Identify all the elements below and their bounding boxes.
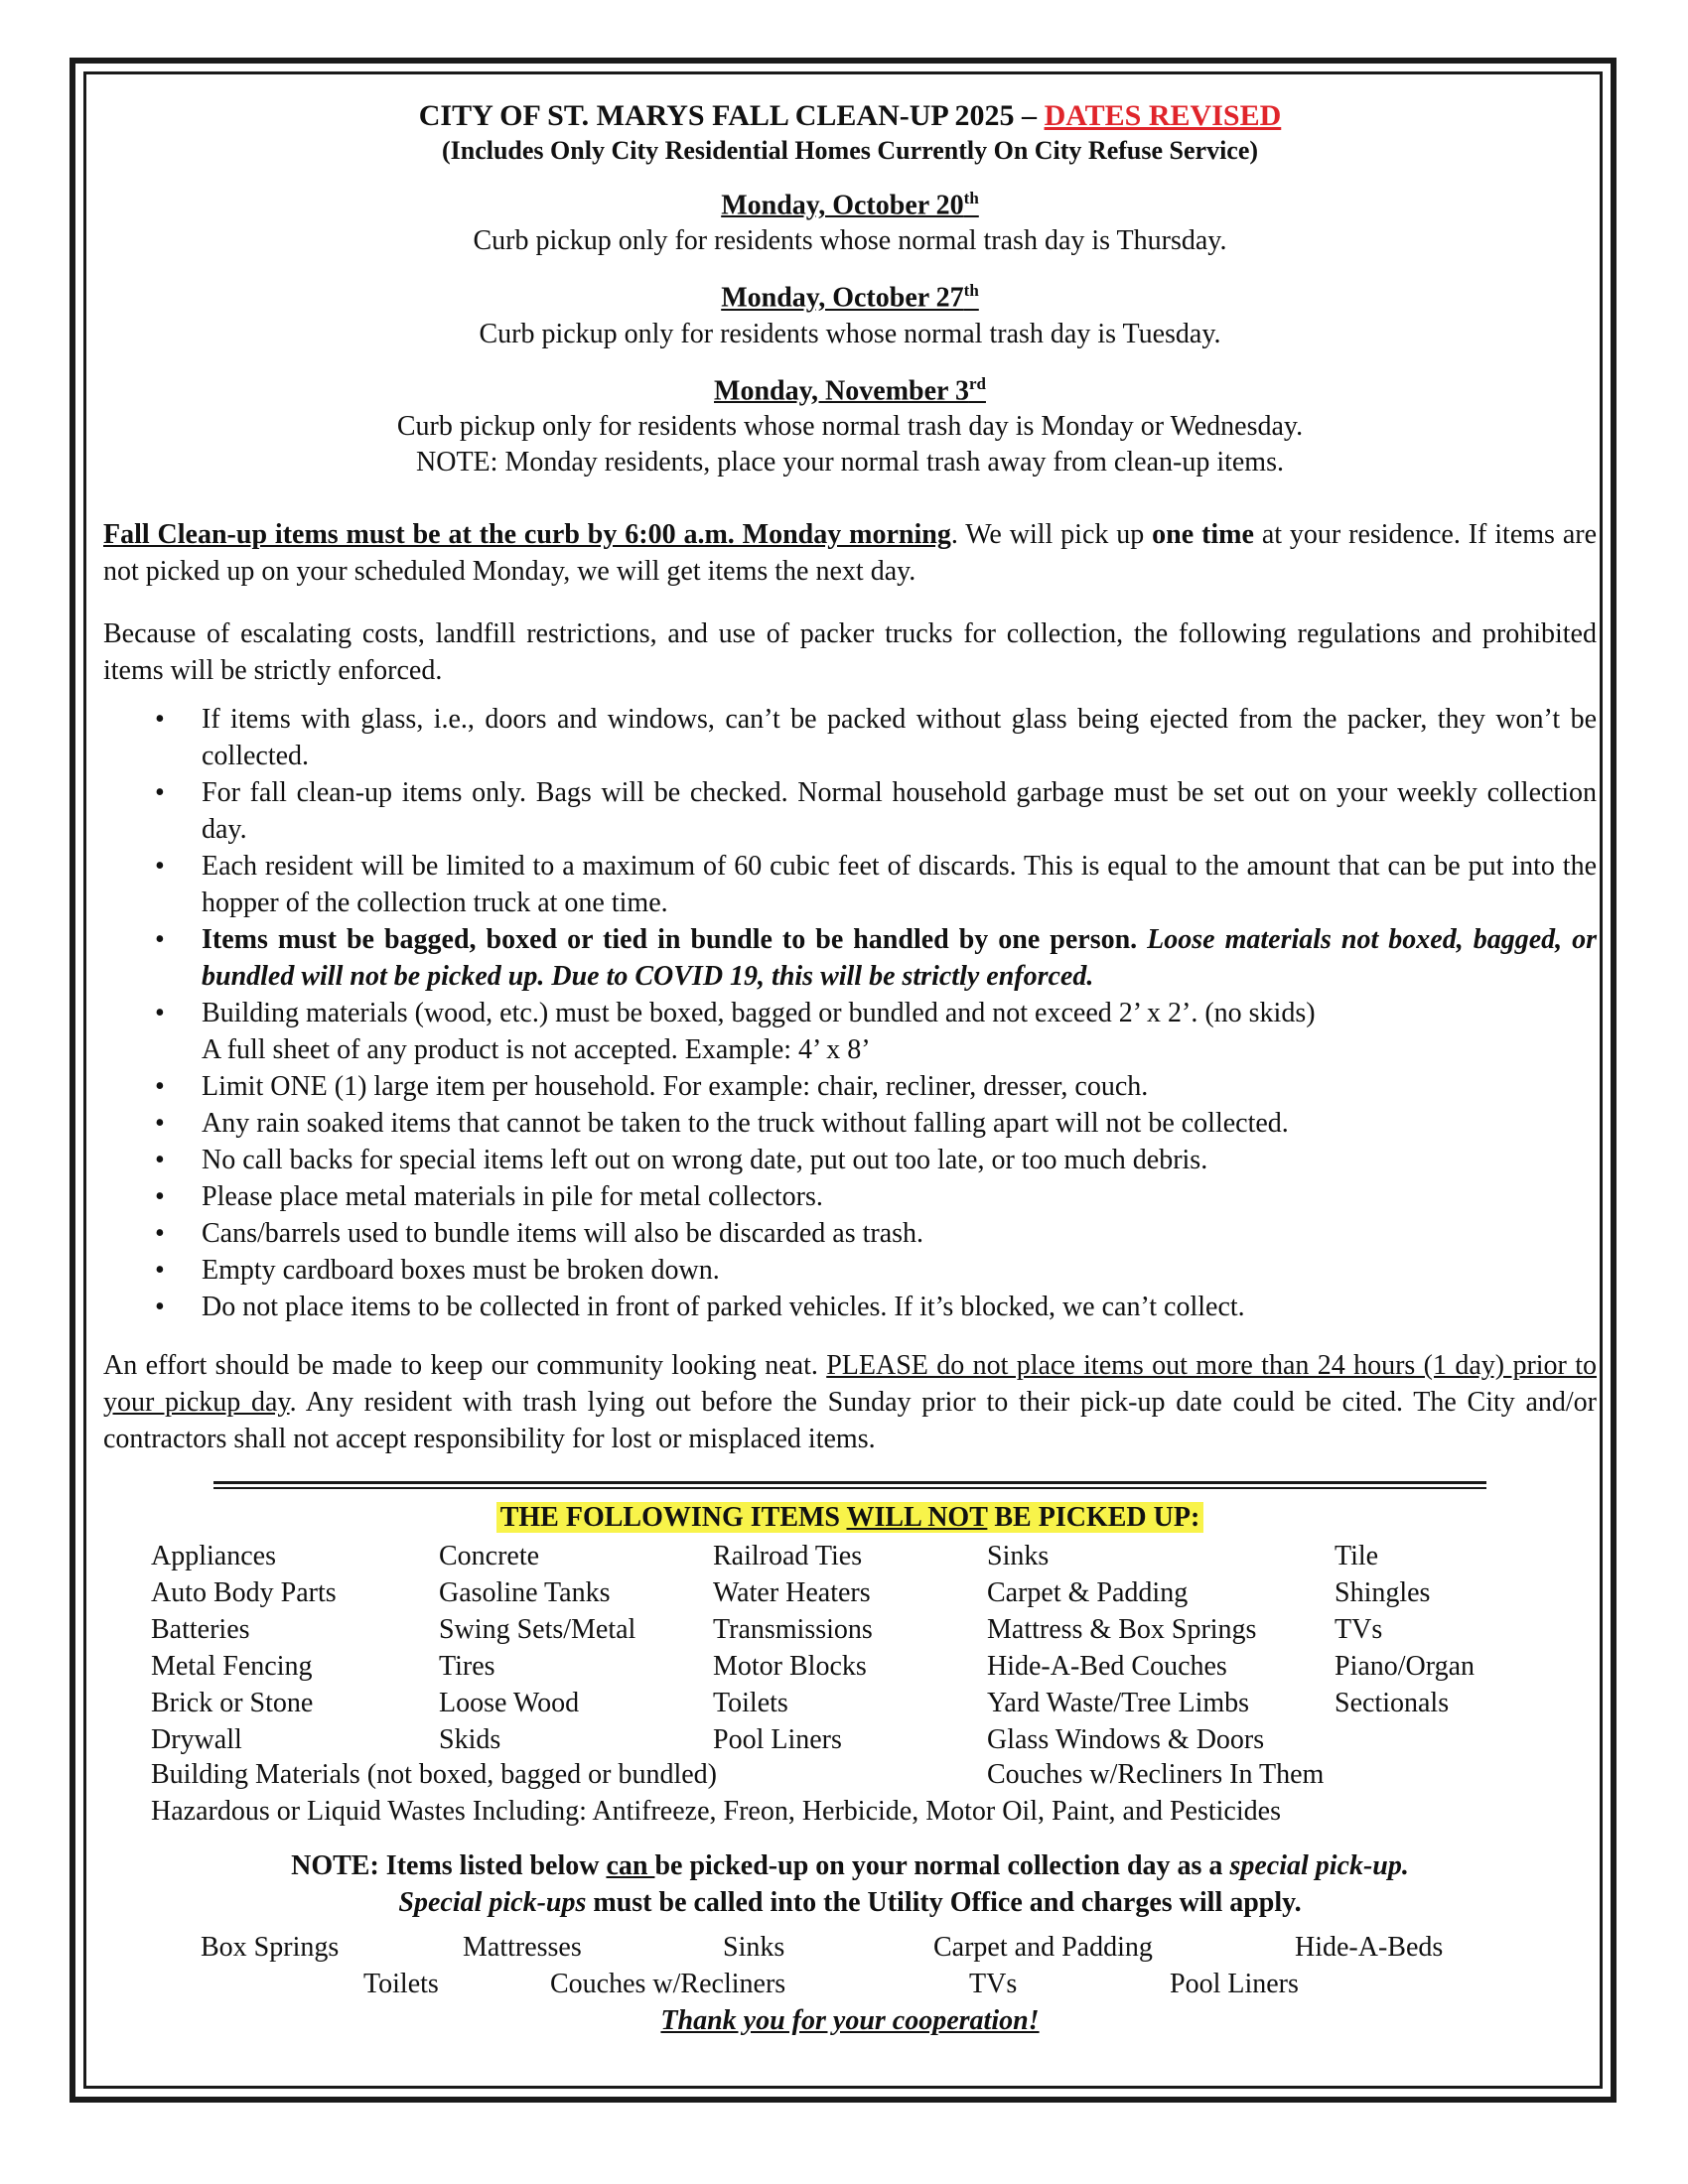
list-item: • Limit ONE (1) large item per household. For example: chair, recliner, dresser, couch. — [202, 1068, 1597, 1105]
date-heading-1: Monday, October 20th — [721, 189, 979, 221]
list-item: Toilets — [363, 1968, 439, 1999]
flyer-content — [103, 91, 1597, 2039]
list-item: • If items with glass, i.e., doors and windows, can’t be packed without glass being ejected from the packer, they won’t be collected. — [202, 701, 1597, 774]
list-item: Couches w/Recliners — [550, 1968, 786, 1999]
prohibited-items — [103, 1538, 1597, 1756]
title-main: CITY OF ST. MARYS FALL CLEAN-UP 2025 – — [418, 99, 1045, 132]
list-item: Hide-A-Beds — [1295, 1931, 1444, 1963]
list-item: Box Springs — [201, 1931, 340, 1963]
date-line-1: Curb pickup only for residents whose normal trash day is Thursday. — [473, 225, 1227, 257]
prohibited-wide-rows — [103, 1756, 1597, 1830]
special-items — [103, 1929, 1597, 2002]
list-item: • Building materials (wood, etc.) must be boxed, bagged or bundled and not exceed 2’ x 2’. (no skids) A full sheet of any product is not accepted. Example: 4’ x 8’ — [202, 995, 1597, 1068]
list-item: Pool Liners — [1170, 1968, 1299, 1999]
list-item: • Empty cardboard boxes must be broken down. — [202, 1252, 1597, 1289]
date-line-2: Curb pickup only for residents whose normal trash day is Tuesday. — [479, 318, 1221, 349]
special-pickup-note: NOTE: Items listed below can be picked-up on your normal collection day as a special pick-up. Special pick-ups must be called into the Utility Office and charges will apply. — [291, 1849, 1409, 1918]
list-item: • No call backs for special items left out on wrong date, put out too late, or too much debris. — [202, 1142, 1597, 1178]
list-item: TVs — [969, 1968, 1018, 1999]
list-item: • Do not place items to be collected in front of parked vehicles. If it’s blocked, we can’t collect. — [202, 1289, 1597, 1325]
prohibited-col-3: Railroad Ties Water Heaters Transmissions Motor Blocks Toilets Pool Liners — [713, 1540, 873, 1755]
list-item: Carpet and Padding — [933, 1931, 1153, 1963]
list-item: Mattresses — [463, 1931, 582, 1963]
regulations-intro: Because of escalating costs, landfill restrictions, and use of packer trucks for collection, the following regulations and prohibited items will be strictly enforced. — [103, 617, 1597, 686]
prohibited-col-1: Appliances Auto Body Parts Batteries Metal Fencing Brick or Stone Drywall — [151, 1540, 337, 1755]
prohibited-col-2: Concrete Gasoline Tanks Swing Sets/Metal Tires Loose Wood Skids — [439, 1540, 636, 1755]
list-item: • Any rain soaked items that cannot be taken to the truck without falling apart will not be collected. — [202, 1105, 1597, 1142]
thank-you-line: Thank you for your cooperation! — [660, 2004, 1040, 2036]
list-item: • Cans/barrels used to bundle items will also be discarded as trash. — [202, 1215, 1597, 1252]
date-heading-2: Monday, October 27th — [721, 281, 979, 314]
list-item: • Each resident will be limited to a maximum of 60 cubic feet of discards. This is equal to the amount that can be put into the hopper of the collection truck at one time. — [202, 848, 1597, 921]
special-items-row-2 — [103, 1966, 1597, 2002]
prohibited-col-4: Sinks Carpet & Padding Mattress & Box Springs Hide-A-Bed Couches Yard Waste/Tree Limbs Glass Windows & Doors — [987, 1540, 1265, 1755]
neat-paragraph: An effort should be made to keep our community looking neat. PLEASE do not place items out more than 24 hours (1 day) prior to your pickup day. Any resident with trash lying out before the Sunday prior to their pick-up date could be cited. The City and/or contractors shall not accept responsibility for lost or misplaced items. — [103, 1349, 1598, 1454]
special-items-row-1 — [103, 1929, 1597, 1966]
divider — [213, 1481, 1486, 1489]
couches-item: Couches w/Recliners In Them — [987, 1758, 1325, 1790]
rules-list — [103, 701, 1597, 1325]
list-item: • Items must be bagged, boxed or tied in bundle to be handled by one person. Loose materials not boxed, bagged, or bundled will not be picked up. Due to COVID 19, this will be strictly enforced. — [202, 921, 1597, 995]
not-picked-up-banner: THE FOLLOWING ITEMS WILL NOT BE PICKED UP: — [103, 1499, 1597, 1536]
page-subtitle: (Includes Only City Residential Homes Currently On City Refuse Service) — [441, 136, 1259, 165]
hazardous-item: Hazardous or Liquid Wastes Including: Antifreeze, Freon, Herbicide, Motor Oil, Paint, and Pesticides — [151, 1795, 1281, 1827]
page-title — [103, 97, 1597, 135]
list-item: Sinks — [723, 1931, 785, 1963]
schedule — [103, 181, 1597, 480]
list-item: • For fall clean-up items only. Bags will be checked. Normal household garbage must be set out on your weekly collection day. — [202, 774, 1597, 848]
curb-paragraph: Fall Clean-up items must be at the curb by 6:00 a.m. Monday morning. We will pick up one time at your residence. If items are not picked up on your scheduled Monday, we will get items the next day. — [103, 518, 1598, 587]
date-line-3: Curb pickup only for residents whose normal trash day is Monday or Wednesday. — [396, 410, 1304, 442]
date-heading-3: Monday, November 3rd — [714, 373, 986, 406]
date-note-3: NOTE: Monday residents, place your normal trash away from clean-up items. — [416, 446, 1284, 478]
prohibited-col-5: Tile Shingles TVs Piano/Organ Sectionals — [1335, 1540, 1476, 1718]
list-item: • Please place metal materials in pile for metal collectors. — [202, 1178, 1597, 1215]
title-revised: DATES REVISED — [1044, 99, 1282, 132]
building-materials-item: Building Materials (not boxed, bagged or bundled) — [151, 1758, 717, 1790]
